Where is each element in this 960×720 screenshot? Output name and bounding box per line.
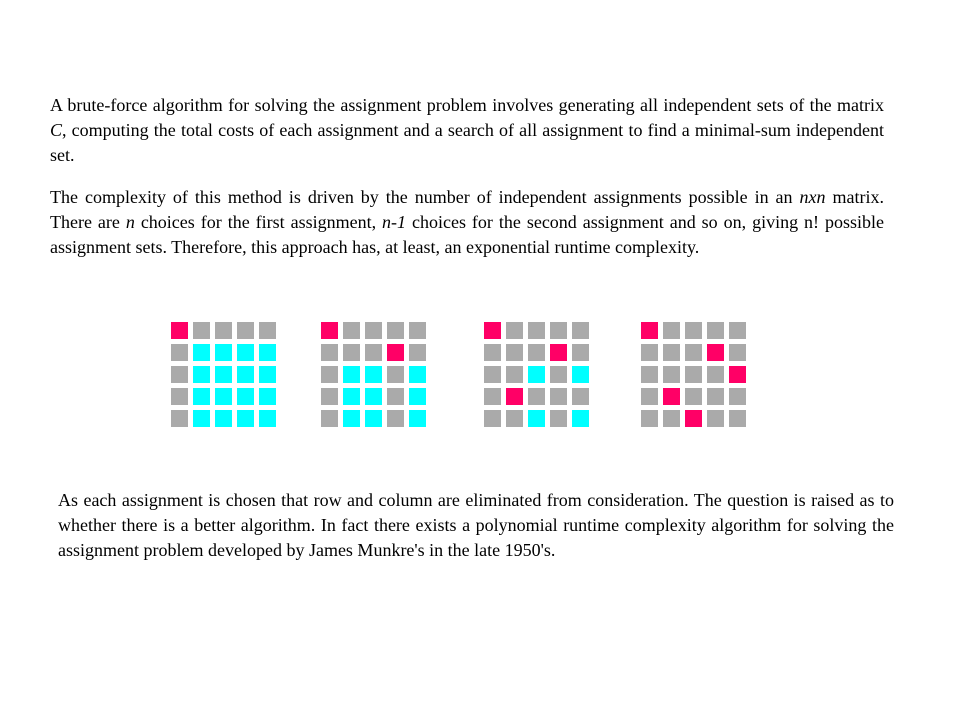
eliminated-cell bbox=[663, 410, 680, 427]
eliminated-cell bbox=[641, 388, 658, 405]
eliminated-cell bbox=[641, 366, 658, 383]
text-run: choices for the first assignment, bbox=[134, 212, 383, 232]
eliminated-cell bbox=[171, 344, 188, 361]
available-cell bbox=[343, 366, 360, 383]
matrix-step-3 bbox=[484, 322, 589, 427]
assigned-cell bbox=[707, 344, 724, 361]
eliminated-cell bbox=[685, 344, 702, 361]
available-cell bbox=[237, 410, 254, 427]
eliminated-cell bbox=[484, 388, 501, 405]
eliminated-cell bbox=[321, 388, 338, 405]
eliminated-cell bbox=[171, 388, 188, 405]
italic-term: n-1 bbox=[382, 212, 407, 232]
eliminated-cell bbox=[321, 410, 338, 427]
eliminated-cell bbox=[365, 322, 382, 339]
available-cell bbox=[193, 388, 210, 405]
eliminated-cell bbox=[663, 366, 680, 383]
eliminated-cell bbox=[484, 344, 501, 361]
assigned-cell bbox=[171, 322, 188, 339]
eliminated-cell bbox=[321, 344, 338, 361]
eliminated-cell bbox=[365, 344, 382, 361]
italic-term: nxn bbox=[799, 187, 826, 207]
text-run: A brute-force algorithm for solving the assignment problem involves generating all independent sets of the matrix bbox=[50, 95, 884, 115]
eliminated-cell bbox=[343, 322, 360, 339]
available-cell bbox=[409, 388, 426, 405]
assigned-cell bbox=[506, 388, 523, 405]
eliminated-cell bbox=[572, 322, 589, 339]
eliminated-cell bbox=[387, 366, 404, 383]
text-run: As each assignment is chosen that row and column are eliminated from consideration. The question is raised as to whether there is a better algorithm. In fact there exists a polynomial runtime complexity algorithm for solving the assignment problem developed by James Munkre's in the late 1950's. bbox=[58, 490, 894, 560]
available-cell bbox=[409, 366, 426, 383]
available-cell bbox=[237, 344, 254, 361]
eliminated-cell bbox=[729, 410, 746, 427]
eliminated-cell bbox=[259, 322, 276, 339]
eliminated-cell bbox=[729, 388, 746, 405]
eliminated-cell bbox=[685, 366, 702, 383]
eliminated-cell bbox=[321, 366, 338, 383]
eliminated-cell bbox=[506, 366, 523, 383]
available-cell bbox=[259, 388, 276, 405]
eliminated-cell bbox=[215, 322, 232, 339]
available-cell bbox=[259, 410, 276, 427]
assigned-cell bbox=[321, 322, 338, 339]
eliminated-cell bbox=[528, 388, 545, 405]
text-run: , computing the total costs of each assignment and a search of all assignment to find a minimal-sum independent set. bbox=[50, 120, 884, 165]
eliminated-cell bbox=[550, 366, 567, 383]
available-cell bbox=[528, 366, 545, 383]
text-run: The complexity of this method is driven by the number of independent assignments possible in an bbox=[50, 187, 800, 207]
eliminated-cell bbox=[193, 322, 210, 339]
available-cell bbox=[409, 410, 426, 427]
eliminated-cell bbox=[343, 344, 360, 361]
conclusion-paragraph bbox=[58, 488, 894, 563]
available-cell bbox=[528, 410, 545, 427]
eliminated-cell bbox=[685, 322, 702, 339]
available-cell bbox=[365, 388, 382, 405]
assigned-cell bbox=[641, 322, 658, 339]
available-cell bbox=[237, 388, 254, 405]
available-cell bbox=[215, 344, 232, 361]
eliminated-cell bbox=[572, 344, 589, 361]
available-cell bbox=[343, 388, 360, 405]
available-cell bbox=[237, 366, 254, 383]
eliminated-cell bbox=[237, 322, 254, 339]
available-cell bbox=[259, 366, 276, 383]
eliminated-cell bbox=[641, 410, 658, 427]
available-cell bbox=[365, 410, 382, 427]
available-cell bbox=[215, 410, 232, 427]
eliminated-cell bbox=[729, 344, 746, 361]
intro-paragraph bbox=[50, 93, 884, 168]
eliminated-cell bbox=[506, 322, 523, 339]
available-cell bbox=[572, 410, 589, 427]
eliminated-cell bbox=[550, 410, 567, 427]
eliminated-cell bbox=[550, 388, 567, 405]
eliminated-cell bbox=[707, 410, 724, 427]
assigned-cell bbox=[685, 410, 702, 427]
matrix-step-1 bbox=[171, 322, 276, 427]
available-cell bbox=[572, 366, 589, 383]
available-cell bbox=[193, 344, 210, 361]
eliminated-cell bbox=[685, 388, 702, 405]
available-cell bbox=[193, 366, 210, 383]
eliminated-cell bbox=[550, 322, 567, 339]
eliminated-cell bbox=[409, 344, 426, 361]
eliminated-cell bbox=[171, 366, 188, 383]
eliminated-cell bbox=[707, 366, 724, 383]
complexity-paragraph bbox=[50, 185, 884, 260]
eliminated-cell bbox=[171, 410, 188, 427]
text-run: choices for the second assignment and so on, giving n! possible assignment sets. Therefore, this approach has, at least, an exponential runtime complexity. bbox=[50, 212, 884, 257]
eliminated-cell bbox=[506, 410, 523, 427]
available-cell bbox=[193, 410, 210, 427]
assigned-cell bbox=[663, 388, 680, 405]
eliminated-cell bbox=[387, 322, 404, 339]
assigned-cell bbox=[729, 366, 746, 383]
italic-term: n bbox=[125, 212, 135, 232]
eliminated-cell bbox=[663, 344, 680, 361]
available-cell bbox=[215, 388, 232, 405]
eliminated-cell bbox=[528, 322, 545, 339]
available-cell bbox=[215, 366, 232, 383]
eliminated-cell bbox=[707, 388, 724, 405]
eliminated-cell bbox=[528, 344, 545, 361]
available-cell bbox=[259, 344, 276, 361]
eliminated-cell bbox=[663, 322, 680, 339]
assigned-cell bbox=[484, 322, 501, 339]
eliminated-cell bbox=[506, 344, 523, 361]
eliminated-cell bbox=[641, 344, 658, 361]
matrix-step-4 bbox=[641, 322, 746, 427]
available-cell bbox=[343, 410, 360, 427]
eliminated-cell bbox=[729, 322, 746, 339]
eliminated-cell bbox=[484, 410, 501, 427]
eliminated-cell bbox=[572, 388, 589, 405]
assigned-cell bbox=[550, 344, 567, 361]
eliminated-cell bbox=[409, 322, 426, 339]
assigned-cell bbox=[387, 344, 404, 361]
matrix-step-2 bbox=[321, 322, 426, 427]
italic-term: C bbox=[50, 120, 63, 140]
eliminated-cell bbox=[707, 322, 724, 339]
eliminated-cell bbox=[387, 410, 404, 427]
eliminated-cell bbox=[387, 388, 404, 405]
available-cell bbox=[365, 366, 382, 383]
eliminated-cell bbox=[484, 366, 501, 383]
text-run: matrix. There are bbox=[50, 187, 884, 232]
